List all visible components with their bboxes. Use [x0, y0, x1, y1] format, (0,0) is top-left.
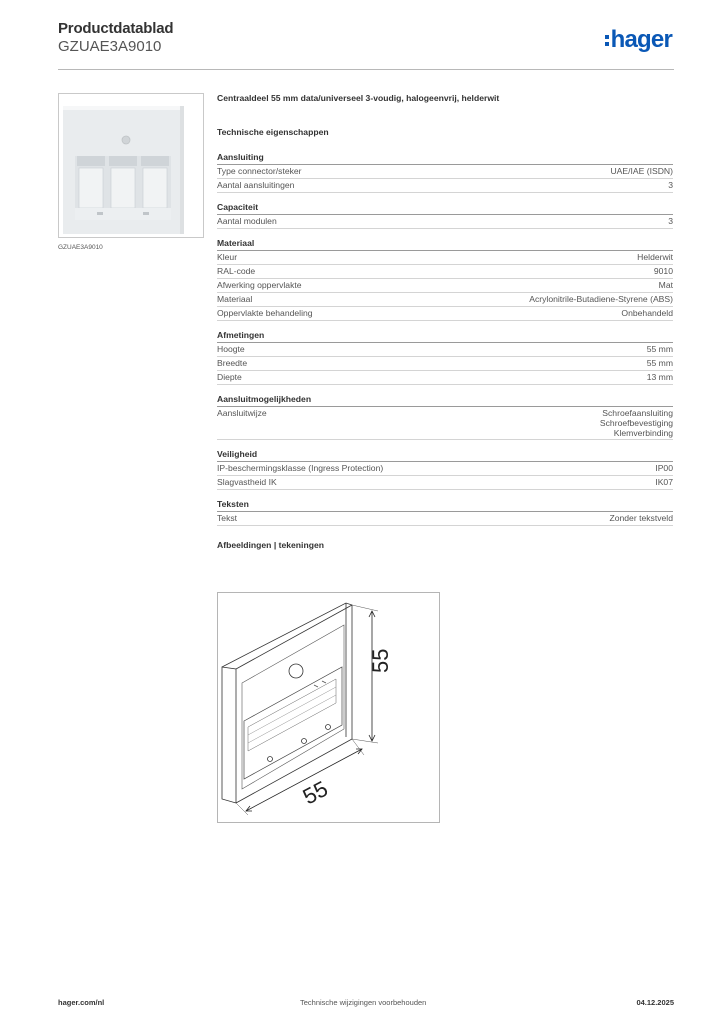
property-label: Materiaal [217, 294, 253, 304]
property-value-line: 3 [668, 180, 673, 190]
property-value-line: Zonder tekstveld [609, 513, 673, 523]
section-heading: Afmetingen [217, 330, 673, 343]
property-row [217, 343, 673, 357]
images-heading: Afbeeldingen | tekeningen [217, 540, 324, 550]
property-value [610, 166, 673, 177]
property-value-line: Acrylonitrile-Butadiene-Styrene (ABS) [529, 294, 673, 304]
property-label: Oppervlakte behandeling [217, 308, 313, 318]
footer-disclaimer: Technische wijzigingen voorbehouden [300, 998, 427, 1007]
property-value-line: IK07 [655, 477, 673, 487]
product-thumbnail [58, 93, 204, 238]
section-aansluiting [217, 152, 673, 193]
product-photo-icon [59, 94, 203, 237]
property-label: Slagvastheid IK [217, 477, 277, 487]
width-dimension-label: 55 [298, 775, 332, 810]
property-value-line: Helderwit [637, 252, 673, 262]
property-value [655, 463, 673, 474]
product-code: GZUAE3A9010 [58, 38, 162, 55]
section-heading: Capaciteit [217, 202, 673, 215]
property-label: Afwerking oppervlakte [217, 280, 302, 290]
hager-logo [605, 26, 672, 54]
property-value [647, 372, 673, 383]
property-label: Kleur [217, 252, 238, 262]
property-value-line: Schroefaansluiting [602, 408, 673, 418]
property-row [217, 407, 673, 440]
property-row [217, 307, 673, 321]
property-label: IP-beschermingsklasse (Ingress Protection) [217, 463, 384, 473]
property-label: Hoogte [217, 344, 245, 354]
dimension-drawing-icon [218, 593, 439, 822]
property-label: Aansluitwijze [217, 408, 267, 418]
property-value [654, 266, 673, 277]
property-value-line: Mat [658, 280, 673, 290]
section-aansluitmogelijkheden [217, 394, 673, 440]
section-veiligheid [217, 449, 673, 490]
section-heading: Aansluiting [217, 152, 673, 165]
property-value-line: IP00 [655, 463, 673, 473]
property-label: Tekst [217, 513, 238, 523]
property-label: Type connector/steker [217, 166, 302, 176]
section-teksten [217, 499, 673, 526]
property-value-line: Onbehandeld [621, 308, 673, 318]
property-row [217, 371, 673, 385]
property-value [655, 477, 673, 488]
section-heading: Materiaal [217, 238, 673, 251]
section-afmetingen [217, 330, 673, 385]
section-capaciteit [217, 202, 673, 229]
section-heading: Veiligheid [217, 449, 673, 462]
property-value-line: 55 mm [646, 344, 673, 354]
property-value [609, 513, 673, 524]
property-row [217, 476, 673, 490]
property-row [217, 293, 673, 307]
property-value [529, 294, 673, 305]
section-heading: Teksten [217, 499, 673, 512]
page-header [58, 20, 674, 68]
property-label: Aantal aansluitingen [217, 180, 295, 190]
property-row [217, 279, 673, 293]
property-value-line: 13 mm [646, 372, 673, 382]
property-value [647, 358, 673, 369]
property-row [217, 251, 673, 265]
height-dimension-label: 55 [368, 648, 393, 673]
properties-sections [217, 152, 673, 526]
property-value [668, 216, 673, 227]
property-value-line: Schroefbevestiging [599, 418, 673, 428]
property-row [217, 179, 673, 193]
property-value-line: UAE/IAE (ISDN) [610, 166, 673, 176]
section-heading: Aansluitmogelijkheden [217, 394, 673, 407]
property-value [647, 344, 673, 355]
property-value-line: 55 mm [646, 358, 673, 368]
thumbnail-caption: GZUAE3A9010 [58, 244, 103, 251]
property-row [217, 215, 673, 229]
property-label: Breedte [217, 358, 248, 368]
property-row [217, 512, 673, 526]
property-value-line: 9010 [653, 266, 673, 276]
property-row [217, 462, 673, 476]
properties-heading: Technische eigenschappen [217, 127, 329, 137]
property-label: Diepte [217, 372, 242, 382]
property-value [621, 308, 673, 319]
document-title: Productdatablad [58, 20, 174, 37]
footer-website-link[interactable]: hager.com/nl [58, 998, 105, 1007]
header-divider [58, 69, 674, 70]
property-row [217, 357, 673, 371]
property-value [637, 252, 673, 263]
footer-date: 04.12.2025 [636, 998, 674, 1007]
technical-drawing [217, 592, 440, 823]
logo-dots-icon [605, 35, 609, 46]
section-materiaal [217, 238, 673, 321]
logo-text: hager [610, 26, 672, 53]
product-title: Centraaldeel 55 mm data/universeel 3-voudig, halogeenvrij, helderwit [217, 93, 500, 103]
property-value [668, 180, 673, 191]
property-row [217, 265, 673, 279]
main-content [217, 93, 673, 550]
property-row [217, 165, 673, 179]
property-value [659, 280, 673, 291]
property-value-line: 3 [668, 216, 673, 226]
property-value [600, 408, 673, 438]
property-value-line: Klemverbinding [613, 428, 673, 438]
property-label: Aantal modulen [217, 216, 277, 226]
property-label: RAL-code [217, 266, 256, 276]
